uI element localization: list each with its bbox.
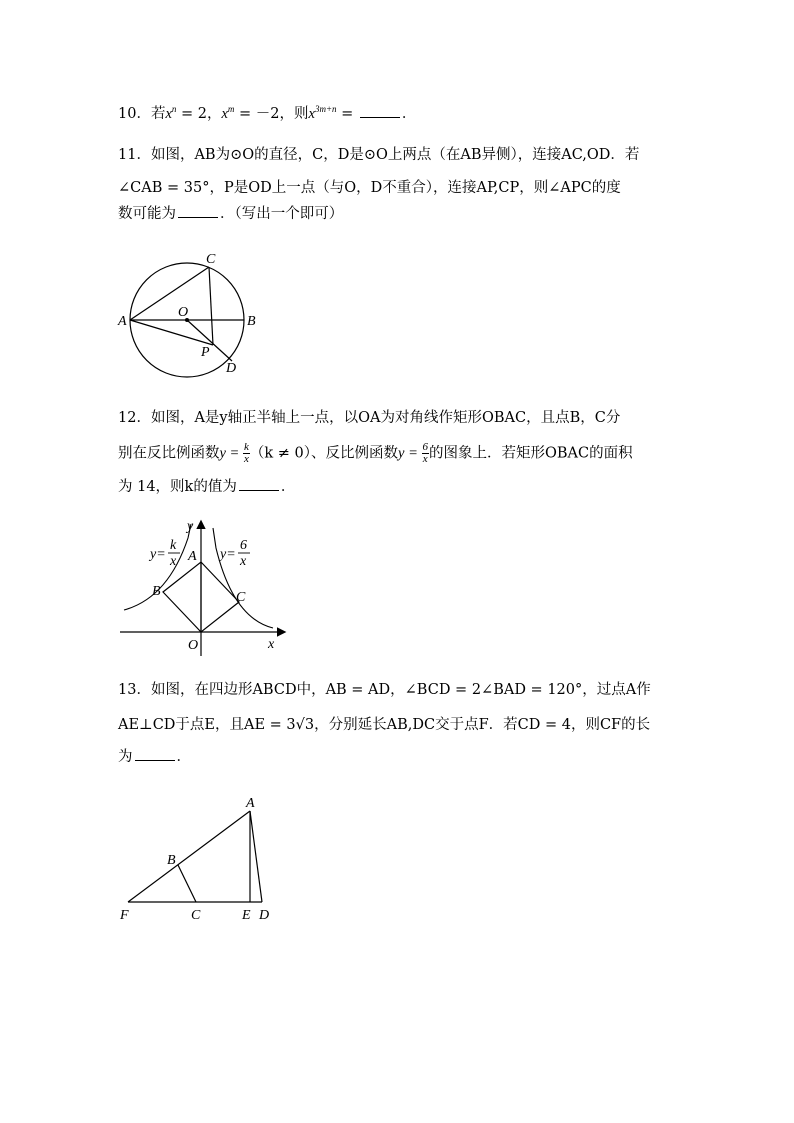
label-a: A <box>118 314 127 329</box>
question-12-line2: 别在反比例函数y = $\frac{k}{x}$ （k ≠ 0）、反比例函数y = $\frac{6}{x}$ 的图象上．若矩形OBAC的面积 <box>118 441 633 465</box>
label-x: x <box>268 637 275 652</box>
question-11-line1: 11．如图，AB为⊙O的直径，C，D是⊙O上两点（在AB异侧），连接AC,OD．若 <box>118 147 640 163</box>
answer-blank <box>239 476 279 491</box>
label-o: O <box>178 305 189 320</box>
left-fn-den: x <box>170 554 177 569</box>
answer-blank <box>135 746 175 761</box>
answer-blank <box>178 203 218 218</box>
question-13-line2: AE⊥CD于点E，且AE = 3√3，分别延长AB,DC交于点F．若CD = 4，则CF的长 <box>118 717 651 733</box>
label-b: B <box>167 853 176 868</box>
label-b: B <box>152 584 161 599</box>
label-f: F <box>120 908 129 923</box>
hyperbola-figure <box>118 518 288 658</box>
segment-cp <box>209 267 213 345</box>
quadrilateral-figure <box>115 792 285 927</box>
question-13-line1: 13．如图，在四边形ABCD中，AB = AD，∠BCD = 2∠BAD = 120°，过点A作 <box>118 682 651 698</box>
question-13-line3: 为 ． <box>118 746 191 767</box>
question-12-line3: 为 14，则k的值为 ． <box>118 476 295 497</box>
q10-number: 10． <box>118 105 151 122</box>
label-c: C <box>206 252 216 267</box>
label-b: B <box>247 314 256 329</box>
circle-figure <box>112 248 257 378</box>
label-c: C <box>191 908 201 923</box>
label-d: D <box>259 908 270 923</box>
left-fn-num: k <box>170 538 177 553</box>
question-11-line3: 数可能为 ．（写出一个即可） <box>118 203 343 224</box>
right-fn-den: x <box>240 554 247 569</box>
label-y: y <box>187 519 194 534</box>
segment-bc <box>178 865 196 902</box>
question-11-line2: ∠CAB = 35°，P是OD上一点（与O，D不重合），连接AP,CP，则∠APC的度 <box>118 180 621 196</box>
question-10: 10．若$x^n = 2$，$x^m = -2$，则$x^{3m+n}$ = ． <box>118 104 417 122</box>
segment-ac <box>130 267 209 320</box>
segment-ad <box>250 811 262 902</box>
right-fn-num: 6 <box>240 538 247 553</box>
question-12-line1: 12．如图，A是y轴正半轴上一点，以OA为对角线作矩形OBAC，且点B，C分 <box>118 410 621 426</box>
answer-blank <box>360 103 400 118</box>
label-a: A <box>188 549 197 564</box>
label-c: C <box>236 590 246 605</box>
label-d: D <box>226 361 237 376</box>
right-fn-label: y= <box>220 547 236 562</box>
label-a: A <box>246 796 255 811</box>
label-o: O <box>188 638 199 653</box>
left-fn-label: y= <box>150 547 166 562</box>
label-p: P <box>201 345 210 360</box>
label-e: E <box>242 908 251 923</box>
